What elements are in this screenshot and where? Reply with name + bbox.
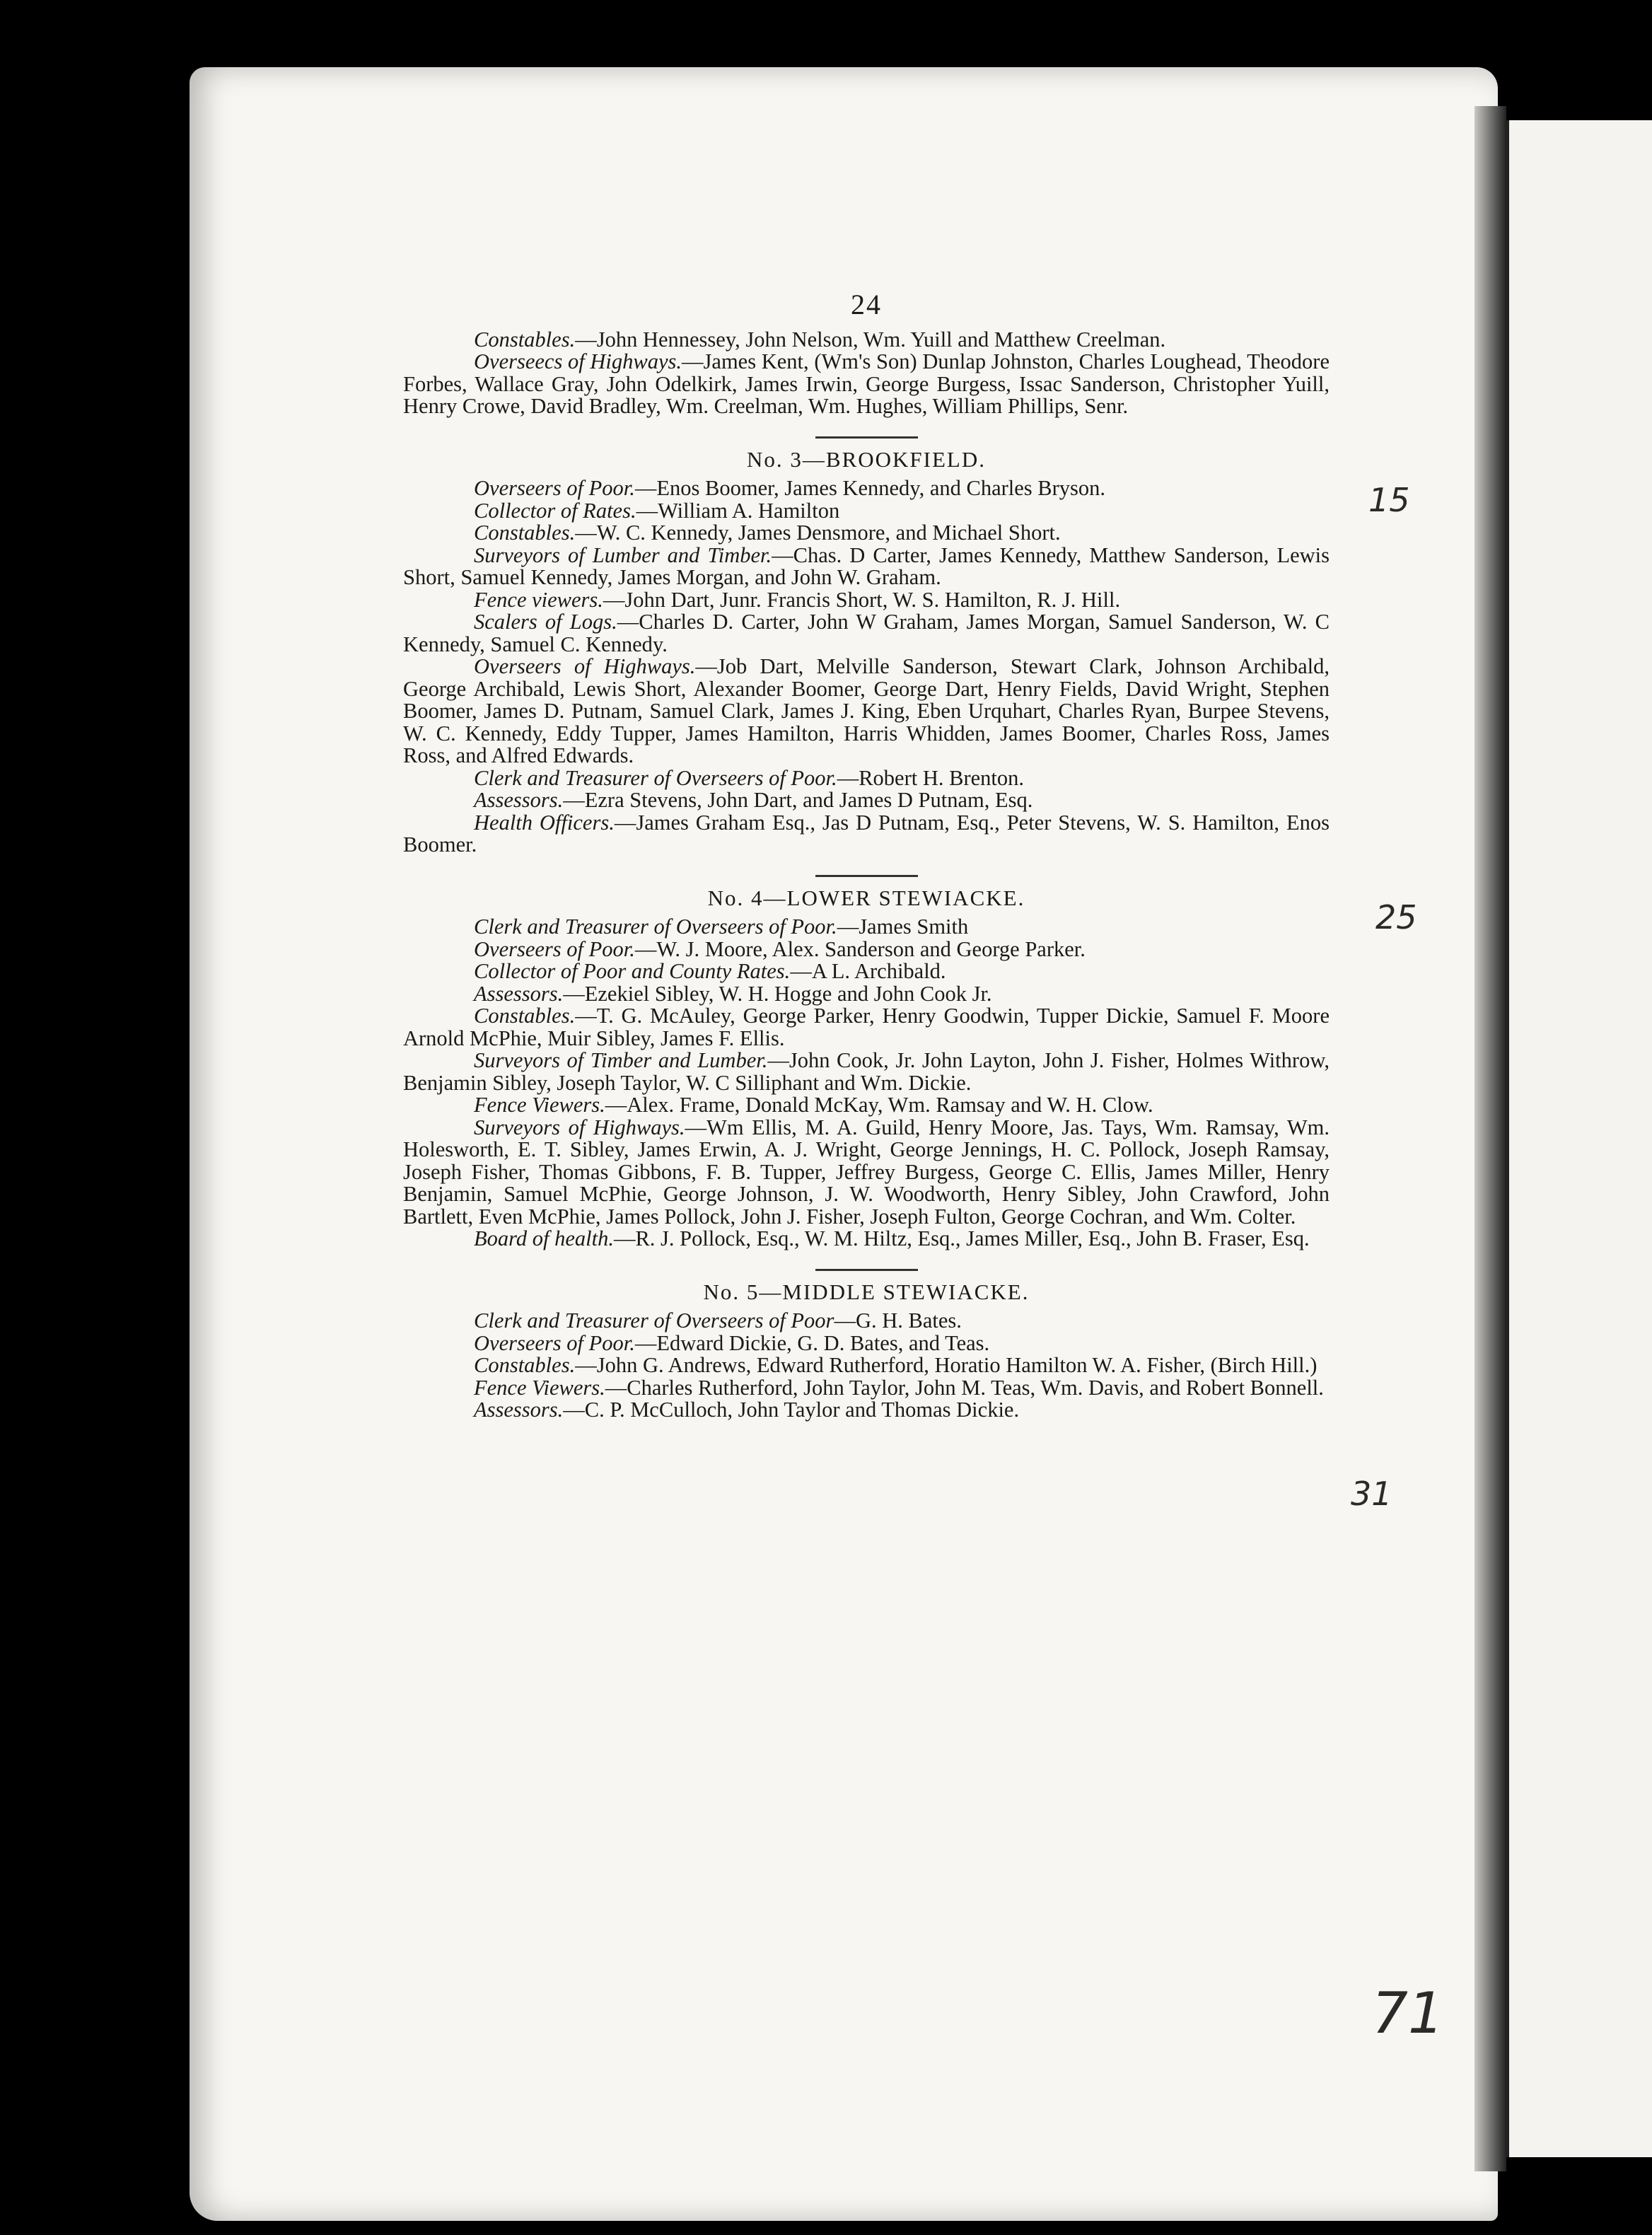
entry-role: Assessors. — [474, 981, 564, 1006]
entry — [403, 1399, 1330, 1422]
page-number: 24 — [851, 289, 882, 320]
entry — [403, 477, 1330, 500]
entry-role: Constables. — [474, 1353, 576, 1377]
section-heading: No. 3—BROOKFIELD. — [747, 446, 986, 472]
entry — [403, 611, 1330, 656]
entry-names: —W. J. Moore, Alex. Sanderson and George Parker. — [634, 936, 1086, 961]
margin-annotation: 71 — [1372, 1980, 1444, 2046]
entry-names: —Alex. Frame, Donald McKay, Wm. Ramsay and W. H. Clow. — [605, 1093, 1153, 1117]
entry-role: Collector of Rates. — [474, 498, 636, 523]
entry-role: Clerk and Treasurer of Overseers of Poor. — [474, 765, 837, 790]
entry — [403, 767, 1330, 790]
entry — [403, 329, 1330, 352]
entry — [403, 500, 1330, 523]
entry-role: Board of health. — [474, 1226, 614, 1250]
entry-role: Clerk and Treasurer of Overseers of Poor — [474, 1308, 834, 1333]
entry — [403, 960, 1330, 983]
section-divider — [815, 1269, 918, 1271]
entry — [403, 1354, 1330, 1377]
entry-names: —James Graham Esq., Jas D Putnam, Esq., Peter Stevens, W. S. Hamilton, Enos Boomer. — [403, 810, 1330, 857]
section-brookfield — [403, 448, 1330, 857]
entry-role: Assessors. — [474, 788, 564, 812]
entry-role: Clerk and Treasurer of Overseers of Poor. — [474, 915, 837, 939]
section-heading: No. 4—LOWER STEWIACKE. — [707, 885, 1025, 910]
entry-role: Surveyors of Lumber and Timber. — [474, 542, 772, 567]
section-continued — [403, 329, 1330, 418]
entry-role: Health Officers. — [474, 810, 615, 835]
entry-names: —John G. Andrews, Edward Rutherford, Horatio Hamilton W. A. Fisher, (Birch Hill.) — [575, 1353, 1317, 1377]
entry — [403, 936, 1330, 961]
entry-names: —Wm Ellis, M. A. Guild, Henry Moore, Jas. Tays, Wm. Ramsay, Wm. Holesworth, E. T. Sibley, James Erwin, A. J. Wright, George Jennings, H. C. Pollock, Joseph Ramsay, Joseph Fisher, Thomas Gibbons, F. B. Tupper, Jeffrey Burgess, George C. Ellis, James Miller, Henry Benjamin, Samuel McPhie, George Johnson, J. W. Woodworth, Henry Sibley, John Crawford, John Bartlett, Even McPhie, James Pollock, John J. Fisher, Joseph Fulton, George Cochran, and Wm. Colter. — [403, 1115, 1330, 1229]
entry — [403, 1094, 1330, 1117]
entry-role: Overseecs of Highways. — [474, 349, 682, 373]
entry-role: Overseers of Poor. — [474, 936, 635, 961]
entry — [403, 1005, 1330, 1050]
entry-names: —A L. Archibald. — [790, 959, 946, 983]
entry-role: Assessors. — [474, 1398, 564, 1422]
entry — [403, 1377, 1330, 1400]
entry-role: Constables. — [474, 1004, 576, 1028]
page-text — [403, 289, 1330, 1422]
entry-role: Surveyors of Timber and Lumber. — [474, 1048, 768, 1072]
entry — [403, 812, 1330, 857]
entry — [403, 1050, 1330, 1094]
entry — [403, 789, 1330, 812]
entry — [403, 522, 1330, 545]
entry — [403, 983, 1330, 1006]
entry-names: —W. C. Kennedy, James Densmore, and Michael Short. — [575, 521, 1061, 545]
entry-names: —Edward Dickie, G. D. Bates, and Teas. — [634, 1330, 990, 1355]
entry — [403, 916, 1330, 939]
entry — [403, 656, 1330, 767]
entry-names: —Robert H. Brenton. — [837, 765, 1024, 790]
entry-role: Overseers of Highways. — [474, 654, 696, 678]
entry-names: —Ezra Stevens, John Dart, and James D Putnam, Esq. — [563, 788, 1033, 812]
entry-names: —Job Dart, Melville Sanderson, Stewart Clark, Johnson Archibald, George Archibald, Lewis Short, Alexander Boomer, George Dart, Henry Fields, David Wright, Stephen Boomer, James D. Putnam, Samuel Clark, James J. King, Eben Urquhart, Charles Ryan, Burpee Stevens, W. C. Kennedy, Eddy Tupper, James Hamilton, Harris Whidden, James Boomer, Charles Ross, James Ross, and Alfred Edwards. — [403, 654, 1330, 767]
entry-names: —G. H. Bates. — [834, 1308, 962, 1333]
entry-role: Collector of Poor and County Rates. — [474, 959, 791, 983]
entry — [403, 1310, 1330, 1333]
binding-gutter — [1474, 106, 1506, 2171]
section-middle-stewiacke — [403, 1281, 1330, 1422]
entry-role: Fence viewers. — [474, 587, 603, 612]
entry-role: Constables. — [474, 327, 576, 352]
entry — [403, 1228, 1330, 1250]
entry — [403, 1330, 1330, 1355]
entry-names: —James Kent, (Wm's Son) Dunlap Johnston, Charles Loughead, Theodore Forbes, Wallace Gray, John Odelkirk, James Irwin, George Burgess, Issac Sanderson, Christopher Yuill, Henry Crowe, David Bradley, Wm. Creelman, Wm. Hughes, William Phillips, Senr. — [403, 349, 1330, 418]
entry-role: Scalers of Logs. — [474, 610, 617, 634]
margin-annotation: 31 — [1351, 1475, 1392, 1513]
entry — [403, 589, 1330, 612]
margin-annotation: 15 — [1368, 481, 1410, 519]
entry-names: —John Hennessey, John Nelson, Wm. Yuill and Matthew Creelman. — [575, 327, 1166, 352]
margin-annotation: 25 — [1375, 898, 1417, 936]
entry-names: —William A. Hamilton — [636, 498, 840, 523]
entry-names: —John Cook, Jr. John Layton, John J. Fisher, Holmes Withrow, Benjamin Sibley, Joseph Taylor, W. C Silliphant and Wm. Dickie. — [403, 1048, 1330, 1095]
section-divider — [815, 436, 918, 439]
facing-page-edge — [1505, 120, 1652, 2157]
entry-role: Fence Viewers. — [474, 1375, 605, 1400]
entry-names: —James Smith — [837, 915, 969, 939]
entry-names: —Charles D. Carter, John W Graham, James Morgan, Samuel Sanderson, W. C Kennedy, Samuel C. Kennedy. — [403, 610, 1330, 656]
entry-role: Constables. — [474, 521, 576, 545]
entry — [403, 542, 1330, 589]
entry-names: —Charles Rutherford, John Taylor, John M. Teas, Wm. Davis, and Robert Bonnell. — [605, 1375, 1324, 1400]
entry-role: Fence Viewers. — [474, 1093, 605, 1117]
entry-role: Overseers of Poor. — [474, 1330, 635, 1355]
entry-names: —Chas. D Carter, James Kennedy, Matthew Sanderson, Lewis Short, Samuel Kennedy, James Morgan, and John W. Graham. — [403, 542, 1330, 589]
entry-names: —C. P. McCulloch, John Taylor and Thomas Dickie. — [563, 1398, 1020, 1422]
entry-names: —Enos Boomer, James Kennedy, and Charles Bryson. — [634, 476, 1106, 500]
section-lower-stewiacke — [403, 887, 1330, 1250]
entry-role: Surveyors of Highways. — [474, 1115, 685, 1139]
entry-names: —Ezekiel Sibley, W. H. Hogge and John Cook Jr. — [563, 981, 992, 1006]
section-divider — [815, 875, 918, 877]
entry-role: Overseers of Poor. — [474, 476, 635, 500]
entry-names: —John Dart, Junr. Francis Short, W. S. Hamilton, R. J. Hill. — [603, 587, 1121, 612]
entry — [403, 1117, 1330, 1229]
entry-names: —R. J. Pollock, Esq., W. M. Hiltz, Esq., James Miller, Esq., John B. Fraser, Esq. — [613, 1226, 1310, 1250]
entry — [403, 351, 1330, 418]
entry-names: —T. G. McAuley, George Parker, Henry Goodwin, Tupper Dickie, Samuel F. Moore Arnold McPhie, Muir Sibley, James F. Ellis. — [403, 1004, 1330, 1050]
section-heading: No. 5—MIDDLE STEWIACKE. — [703, 1279, 1030, 1304]
